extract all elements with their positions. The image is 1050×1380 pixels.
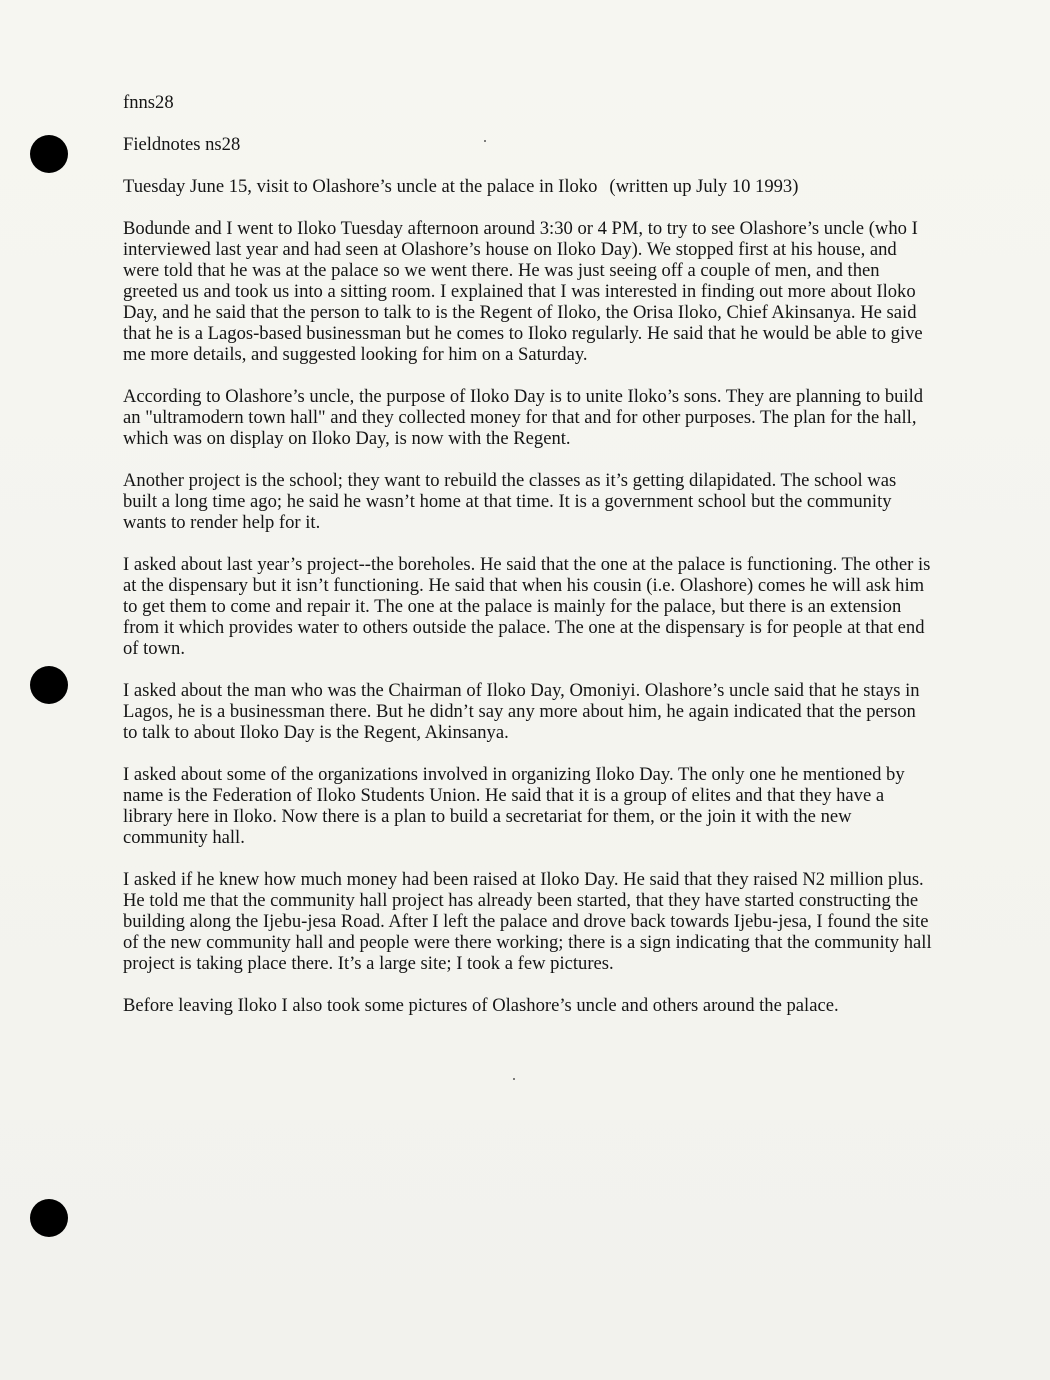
paragraph-6: I asked about some of the organizations involved in organizing Iloko Day. The only one he mentioned by name is the Federation of Iloko Students Union. He said that it is a group of elites and that they have a library here in Iloko. Now there is a plan to build a secretariat for them, or the join it with the new community hall. [123,764,905,848]
paragraph-3: Another project is the school; they want to rebuild the classes as it’s getting dilapidated. The school was built a long time ago; he said he wasn’t home at that time. It is a government school but the community wants to render help for it. [123,470,897,533]
paragraph-1: Bodunde and I went to Iloko Tuesday afternoon around 3:30 or 4 PM, to try to see Olashore’s uncle (who I interviewed last year and had seen at Olashore’s house on Iloko Day). We stopped first at his house, and were told that he was at the palace so we went there. He was just seeing off a couple of men, and then greeted us and took us into a sitting room. I explained that I was interested in finding out more about Iloko Day, and he said that the person to talk to is the Regent of Iloko, the Orisa Iloko, Chief Akinsanya. He said that he is a Lagos-based businessman but he comes to Iloko regularly. He said that he would be able to give me more details, and suggested looking for him on a Saturday. [123,218,923,365]
entry-heading [123,176,933,197]
notes-title: Fieldnotes ns28 [123,134,241,155]
paper-speck [513,1078,515,1080]
file-id: fnns28 [123,92,174,113]
binder-hole-bottom [30,1199,68,1237]
paragraph-2: According to Olashore’s uncle, the purpose of Iloko Day is to unite Iloko’s sons. They are planning to build an "ultramodern town hall" and they collected money for that and for other purposes. The plan for the hall, which was on display on Iloko Day, is now with the Regent. [123,386,924,449]
document-body [123,92,933,1037]
paragraph-4: I asked about last year’s project--the boreholes. He said that the one at the palace is functioning. The other is at the dispensary but it isn’t functioning. He said that when his cousin (i.e. Olashore) comes he will ask him to get them to come and repair it. The one at the palace is mainly for the palace, but there is an extension from it which provides water to others outside the palace. The one at the dispensary is for people at that end of town. [123,554,931,659]
paragraph-8: Before leaving Iloko I also took some pictures of Olashore’s uncle and others around the palace. [123,995,839,1016]
entry-heading-main: Tuesday June 15, visit to Olashore’s uncle at the palace in Iloko [123,176,598,197]
paragraph-5: I asked about the man who was the Chairman of Iloko Day, Omoniyi. Olashore’s uncle said that he stays in Lagos, he is a businessman there. But he didn’t say any more about him, he again indicated that the person to talk to about Iloko Day is the Regent, Akinsanya. [123,680,920,743]
entry-heading-note: (written up July 10 1993) [609,176,799,197]
binder-hole-top [30,135,68,173]
binder-hole-middle [30,666,68,704]
paragraph-7: I asked if he knew how much money had been raised at Iloko Day. He said that they raised N2 million plus. He told me that the community hall project has already been started, that they have started constructing the building along the Ijebu-jesa Road. After I left the palace and drove back towards Ijebu-jesa, I found the site of the new community hall and people were there working; there is a sign indicating that the community hall project is taking place there. It’s a large site; I took a few pictures. [123,869,932,974]
